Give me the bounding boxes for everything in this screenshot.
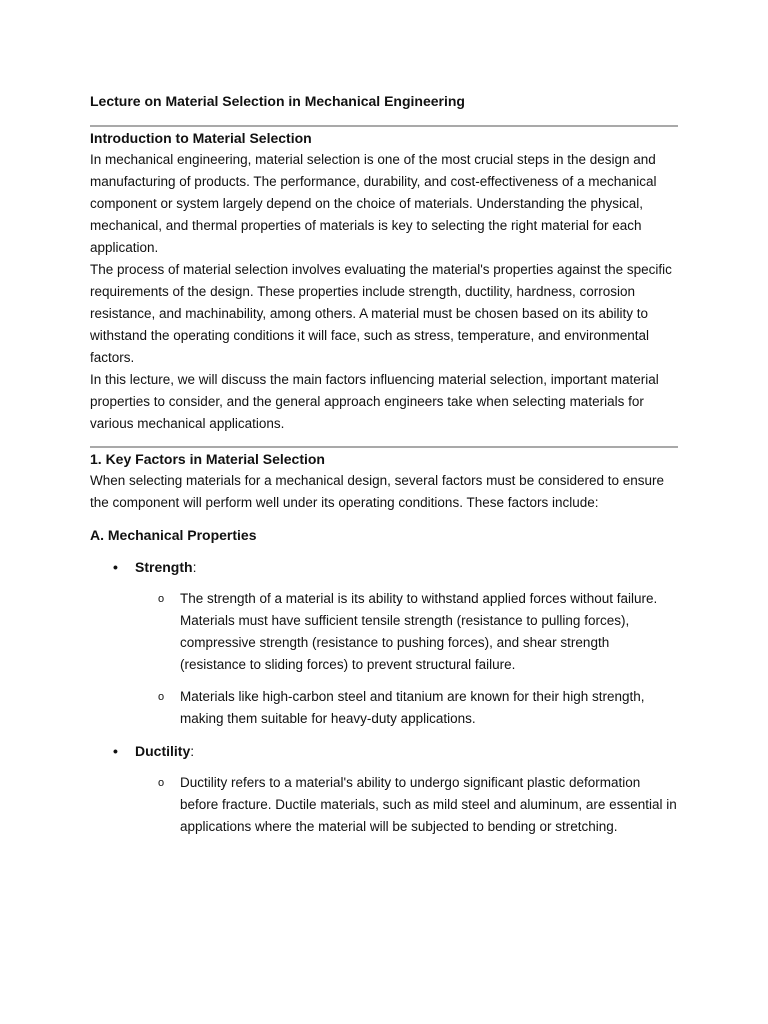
bullet-icon: •	[113, 743, 118, 759]
sub-item-text: The strength of a material is its ability to withstand applied forces without failure. Materials must have sufficient tensile strength (resistance to pulling forces), compressive strength (resistance to pushing forces), and shear strength (resistance to sliding forces) to prevent structural failure.	[180, 591, 658, 672]
sub-list	[135, 772, 678, 838]
circle-bullet-icon: o	[158, 691, 165, 703]
property-term: Strength	[135, 559, 193, 575]
intro-heading: Introduction to Material Selection	[90, 130, 312, 146]
circle-bullet-icon: o	[158, 593, 165, 605]
property-term: Ductility	[135, 743, 191, 759]
bullet-icon: •	[113, 559, 118, 575]
document-title: Lecture on Material Selection in Mechanical Engineering	[90, 93, 465, 109]
sub-list	[135, 588, 678, 730]
intro-paragraph: The process of material selection involves evaluating the material's properties against the specific requirements of the design. These properties include strength, ductility, hardness, corrosion resistance, and machinability, among others. A material must be chosen based on its ability to withstand the operating conditions it will face, such as stress, temperature, and environmental factors.	[90, 262, 672, 365]
term-colon: :	[192, 559, 197, 575]
sub-list-item	[135, 772, 678, 838]
sub-list-item	[135, 686, 678, 730]
subheading-mechanical-properties: A. Mechanical Properties	[90, 527, 257, 543]
sub-item-text: Materials like high-carbon steel and titanium are known for their high strength, making them suitable for heavy-duty applications.	[180, 689, 645, 726]
section-heading-key-factors: 1. Key Factors in Material Selection	[90, 451, 325, 467]
intro-paragraph: In this lecture, we will discuss the main factors influencing material selection, important material properties to consider, and the general approach engineers take when selecting materials for various mechanical applications.	[90, 372, 659, 431]
section-paragraph: When selecting materials for a mechanical design, several factors must be considered to ensure the component will perform well under its operating conditions. These factors include:	[90, 473, 665, 510]
sub-item-text: Ductility refers to a material's ability to undergo significant plastic deformation before fracture. Ductile materials, such as mild steel and aluminum, are essential in applications where the material will be subjected to bending or stretching.	[180, 775, 677, 834]
list-item-strength	[90, 556, 678, 730]
list-item-ductility	[90, 740, 678, 838]
circle-bullet-icon: o	[158, 777, 165, 789]
properties-list	[90, 556, 678, 838]
sub-list-item	[135, 588, 678, 676]
term-colon: :	[190, 743, 195, 759]
intro-paragraph: In mechanical engineering, material selection is one of the most crucial steps in the design and manufacturing of products. The performance, durability, and cost-effectiveness of a mechanical component or system largely depend on the choice of materials. Understanding the physical, mechanical, and thermal properties of materials is key to selecting the right material for each application.	[90, 152, 657, 255]
